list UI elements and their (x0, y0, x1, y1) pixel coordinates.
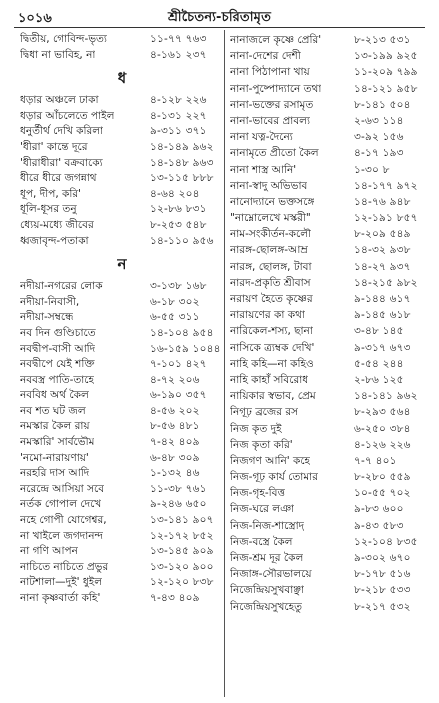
entry-reference: ৯-৪৩ ৫৮৩ (354, 519, 404, 532)
entry-term: নায়িকার স্বভাব, প্রেম (230, 390, 316, 403)
entry-reference: ১১-২০৯ ৭৯৯ (354, 66, 418, 79)
entry-term: নানা-স্বাদু অভিভাব (230, 179, 308, 192)
section-dha-entries (20, 93, 224, 249)
index-entry (230, 388, 430, 404)
index-entry (20, 310, 224, 326)
entry-reference: ১৩-১৯৯ ৯২৫ (354, 50, 418, 63)
entry-reference: ১৪-১৪৮ ৯৬৩ (150, 156, 214, 169)
entry-term: 'ধীরা' কান্তে দূরে (20, 140, 88, 153)
entry-term: নানা যত্ন-দৈন্যে (230, 131, 293, 144)
entry-reference: ৪-৬৪ ২০৪ (150, 187, 200, 200)
index-entry (20, 513, 224, 529)
index-entry (230, 291, 430, 307)
entry-term: নানা-ভাবের প্রাবল্য (230, 114, 311, 127)
entry-reference: ৪-৫৬ ২০২ (150, 404, 200, 417)
index-entry (20, 109, 224, 125)
index-entry (230, 437, 430, 453)
entry-term: নবদ্বীপ-বাসী আদি (20, 342, 96, 355)
index-entry (230, 97, 430, 113)
entry-reference: ৮-২১৭ ৫৩২ (354, 600, 411, 613)
index-entry (20, 544, 224, 560)
index-entry (20, 388, 224, 404)
entry-reference: ১৪-১১০ ৯৫৬ (150, 234, 214, 247)
entry-reference: ৮-২৮০ ৫৫৯ (354, 471, 411, 484)
index-entry (230, 64, 430, 80)
index-entry (230, 534, 430, 550)
index-entry (20, 357, 224, 373)
index-entry (20, 404, 224, 420)
index-entry (20, 234, 224, 250)
index-entry (230, 129, 430, 145)
index-entry (230, 307, 430, 323)
entry-reference: ১৬-১৫৯ ১০৪৪ (150, 342, 221, 355)
index-entry (20, 435, 224, 451)
entry-reference: ১৪-১০৪ ৯৫৪ (150, 326, 214, 339)
entry-reference: ১৪-৭৬ ৯৪৮ (354, 195, 411, 208)
entry-term: নব শত ঘট জল (20, 404, 86, 417)
entry-term: 'নমো-নারায়ণায়' (20, 451, 89, 464)
entry-reference: ৭-৪২ ৪০৯ (150, 436, 200, 449)
entry-reference: ৪-১৩১ ২২৭ (150, 109, 207, 122)
entry-term: নিজ-গূঢ় কার্য তোমার (230, 471, 319, 484)
index-entry (20, 560, 224, 576)
entry-term: নিজ-গৃহ-বিত্ত (230, 487, 285, 500)
index-entry (20, 48, 224, 64)
entry-reference: ৪-১৬১ ২৩৭ (150, 48, 207, 61)
entry-reference: ১০-৫৫ ৭০২ (354, 487, 411, 500)
entry-reference: ২-৮৬ ১২৫ (354, 373, 404, 386)
entry-reference: ৭-৪৩ ৪০৯ (150, 592, 200, 604)
entry-term: নারদ-প্রকৃতি শ্রীবাস (230, 276, 311, 289)
entry-reference: ৭-৭ ৪০১ (354, 454, 397, 467)
entry-term: নরহরি দাস আদি (20, 467, 90, 480)
index-entry (230, 485, 430, 501)
index-entry (20, 326, 224, 342)
index-entry (20, 419, 224, 435)
right-column-entries (230, 32, 430, 615)
index-entry (20, 279, 224, 295)
entry-reference: ৯-৩১১ ৩৭১ (150, 125, 207, 138)
index-entry (230, 178, 430, 194)
entry-term: নিজ-শ্রম দূর কৈল (230, 552, 304, 564)
index-entry (20, 482, 224, 498)
entry-reference: ৯-১৪৫ ৬১৮ (354, 309, 411, 322)
entry-term: নবদ্বীপে যেই শক্তি (20, 358, 95, 371)
entry-term: নিজেন্দ্রিয়সুখবাঞ্ছা (230, 584, 305, 597)
entry-term: নানা-পুষ্পোদ্যানে তথা (230, 82, 322, 95)
left-top-entries (20, 32, 224, 63)
entry-reference: ৮-২৫৩ ৫৪৮ (150, 218, 207, 231)
entry-reference: ১৩-১৪১ ৯০৭ (150, 514, 214, 527)
entry-reference: ১২-১০৪ ৮৩৫ (354, 535, 418, 548)
entry-reference: ১৪-১২১ ৯৫৮ (354, 82, 418, 95)
entry-term: ধনুর্তীর্থ দেখি করিলা (20, 125, 104, 138)
index-entry (230, 518, 430, 534)
index-entry (230, 226, 430, 242)
entry-term: দ্বিতীয়, গোবিন্দ-ভৃত্য (20, 33, 107, 45)
index-entry (230, 501, 430, 517)
entry-term: নানাজলে কৃষ্ণে প্রেরি' (230, 34, 322, 46)
index-entry (20, 591, 224, 607)
entry-reference: ৬-২৫০ ৩৮৪ (354, 422, 411, 435)
index-entry (20, 93, 224, 109)
index-entry (20, 171, 224, 187)
entry-reference: ৩-৯২ ১৫৬ (354, 131, 404, 144)
entry-term: নানা পিঠাপানা খায় (230, 66, 310, 79)
index-entry (230, 259, 430, 275)
entry-term: নানোদ্যানে ভক্তসঙ্গে (230, 195, 315, 208)
entry-term: নরেন্দ্রে আসিয়া সবে (20, 482, 105, 495)
index-entry (230, 599, 430, 615)
index-entry (20, 187, 224, 203)
entry-reference: ১২-১৯১ ৮৫৭ (354, 212, 418, 225)
entry-reference: ৩-৪৮ ১৪৫ (354, 325, 404, 338)
entry-reference: ৮-২১৮ ৫৩৩ (354, 584, 411, 597)
entry-reference: ১৩-১২০ ৯০০ (150, 560, 214, 573)
page-header (0, 0, 439, 30)
entry-reference: ১-৩০ ৮ (354, 163, 390, 176)
entry-term: নারিকেল-শস্য, ছানা (230, 325, 313, 338)
index-entry (230, 81, 430, 97)
entry-term: নদীয়া-নিবাসী, (20, 295, 80, 308)
entry-term: নর্তক গোপাল দেখে (20, 498, 102, 511)
section-letter-na: ন (117, 255, 127, 274)
index-entry (230, 32, 430, 48)
entry-reference: ৬-৫৫ ৩১১ (150, 311, 200, 324)
entry-term: নিজ-নিজ-শাস্ত্রোদ্ (230, 519, 305, 532)
entry-term: নারঙ্গ, ছোলঙ্গ, টাবা (230, 260, 312, 273)
entry-term: নিগূঢ় ব্রজের রস (230, 406, 299, 419)
entry-term: ধূলি-ধূসর তনু (20, 203, 77, 216)
index-entry (230, 582, 430, 598)
entry-reference: ৮-১৭৮ ৫১৬ (354, 568, 411, 581)
index-entry (20, 156, 224, 172)
entry-reference: ৮-৫৬ ৪৮১ (150, 420, 200, 433)
entry-reference: ১৩-১৪৫ ৯০৯ (150, 545, 214, 558)
section-letter-dha: ধ (117, 69, 127, 88)
entry-reference: ৩-১৩৮ ১৬৮ (150, 280, 207, 293)
entry-term: নানা-দেশের দেশী (230, 50, 301, 63)
entry-term: নিজ কৃতা করি' (230, 438, 293, 451)
entry-term: নিজ-ঘরে লঞা (230, 503, 295, 516)
index-entry (230, 566, 430, 582)
entry-term: নাহি কাহাঁ সবিরোধ (230, 373, 309, 386)
entry-reference: ৬-৪৮ ৩০৯ (150, 451, 200, 464)
entry-reference: ৯-১৪৪ ৬১৭ (354, 293, 411, 305)
entry-term: দ্বিধা না ভাবিহ, না (20, 48, 96, 61)
entry-reference: ১৪-৩২ ৯৩৮ (354, 244, 411, 257)
entry-reference: ৮-২০৯ ৫৪৯ (354, 228, 411, 241)
entry-reference: ১৪-২৭ ৯৩৭ (354, 260, 411, 273)
entry-term: নদীয়া-সম্বন্ধে (20, 311, 74, 324)
index-entry (20, 218, 224, 234)
entry-term: ধীরে ধীরে জগন্নাথ (20, 172, 97, 185)
entry-term: নানা-ভক্তের রসামৃত (230, 98, 314, 111)
entry-term: না গণি আপন (20, 545, 78, 558)
header-rule (14, 27, 425, 28)
entry-reference: ১২-১২০ ৮৩৮ (150, 576, 214, 589)
index-entry (20, 202, 224, 218)
index-entry (230, 404, 430, 420)
entry-term: ধূপ, দীপ, করি' (20, 187, 82, 200)
index-entry (230, 469, 430, 485)
entry-term: নববিধ অর্থ কৈল (20, 389, 89, 402)
entry-term: নরায়ণ হৈতে কৃষ্ণের (230, 293, 313, 305)
right-column (230, 32, 430, 615)
entry-term: "নাম্নোলেখে মস্করী" (230, 212, 311, 225)
entry-reference: ৪-৭২ ২০৬ (150, 373, 200, 386)
entry-reference: ৪-১৭ ১৯৩ (354, 147, 404, 160)
entry-term: নিজ-বস্ত্রে কৈল (230, 535, 293, 548)
index-entry (230, 356, 430, 372)
entry-reference: ৯-৩০২ ৬৭০ (354, 552, 411, 564)
entry-reference: ১৪-১৪১ ৯৬২ (354, 390, 418, 403)
index-entry (230, 453, 430, 469)
index-entry (230, 210, 430, 226)
entry-term: নাচিতে নাচিতে প্রভুর (20, 560, 109, 573)
entry-term: নিজ কৃত দুই (230, 422, 282, 435)
index-entry (20, 529, 224, 545)
entry-term: নববস্ত্র পাতি-তাহে (20, 373, 95, 386)
entry-reference: ৮-১৪১ ৫০৪ (354, 98, 411, 111)
entry-term: নমস্কার কৈল রায় (20, 420, 90, 433)
index-entry (230, 242, 430, 258)
entry-reference: ১৪-২১৫ ৯৮২ (354, 276, 418, 289)
index-entry (20, 466, 224, 482)
index-entry (230, 194, 430, 210)
entry-term: নানা শাস্ত্র আনি' (230, 163, 297, 176)
entry-term: নব দিন গুণ্ডিচাতে (20, 326, 96, 339)
entry-reference: ২-৬৩ ১১৪ (354, 114, 404, 127)
entry-term: নিজেন্দ্রিয়সুখহেতু (230, 600, 303, 613)
index-entry (230, 421, 430, 437)
entry-term: নদীয়া-নগরের লোক (20, 280, 103, 293)
entry-reference: ৪-১২৮ ২২৬ (150, 94, 207, 107)
index-entry (230, 145, 430, 161)
index-entry (20, 140, 224, 156)
entry-term: ধড়ার অঞ্চলে ঢাকা (20, 94, 99, 107)
column-divider (224, 30, 225, 697)
entry-reference: ১৪-১৭৭ ৯৭২ (354, 179, 418, 192)
entry-term: ধড়ার আঁচলেতে পাইল (20, 109, 115, 122)
entry-reference: ১৩-১১৫ ৮৮৮ (150, 172, 214, 185)
entry-term: নারায়ণের কা কথা (230, 309, 305, 322)
index-entry (20, 451, 224, 467)
index-entry (230, 372, 430, 388)
entry-term: নাটশালা—দুই' ধুইল (20, 576, 103, 589)
entry-reference: ১১-৭৭ ৭৬৩ (150, 33, 207, 45)
entry-term: নমস্কারি' সার্বভৌম (20, 436, 95, 449)
entry-reference: ৪-১২৬ ২২৬ (354, 438, 411, 451)
entry-reference: ৬-১৮ ৩০২ (150, 295, 200, 308)
index-entry (20, 124, 224, 140)
entry-term: 'ধীরাধীরা' বক্রবাক্যে (20, 156, 103, 169)
left-column (20, 32, 224, 607)
index-entry (20, 373, 224, 389)
entry-reference: ১২-৮৬ ৮৩১ (150, 203, 207, 216)
entry-reference: ১২-১৭২ ৮৫২ (150, 529, 214, 542)
index-entry (230, 323, 430, 339)
entry-reference: ৮-২৯৩ ৫৬৪ (354, 406, 411, 419)
index-entry (20, 295, 224, 311)
index-entry (230, 550, 430, 566)
entry-reference: ৬-১৯০ ৩৫৭ (150, 389, 207, 402)
entry-term: নানামৃতে প্রীতো কৈল (230, 147, 319, 160)
entry-term: নারঙ্গ-ছোলঙ্গ-আম্র (230, 244, 308, 257)
entry-reference: ১১-৩৮ ৭৬১ (150, 482, 207, 495)
entry-reference: ১৪-১৪৯ ৯৬২ (150, 140, 214, 153)
index-entry (230, 275, 430, 291)
entry-term: নহে গোপী যোগেশ্বর, (20, 514, 107, 527)
entry-term: ধ্বজাবৃন্দ-পতাকা (20, 234, 89, 247)
entry-reference: ৮-২১৩ ৫৩১ (354, 34, 411, 46)
index-entry (230, 48, 430, 64)
index-entry (20, 32, 224, 48)
entry-reference: ৯-২৪৬ ৬৫০ (150, 498, 207, 511)
page-number: ১০১৬ (18, 11, 52, 26)
entry-term: নানা কৃষ্ণবার্তা কহি' (20, 592, 101, 604)
index-entry (230, 162, 430, 178)
entry-reference: ১-১৩২ ৪৬ (150, 467, 200, 480)
entry-term: নিজাঙ্গ-সৌরভালয়ে (230, 568, 312, 581)
entry-term: নাসিকে ত্র্যম্বক দেখি' (230, 341, 315, 354)
index-entry (230, 113, 430, 129)
entry-term: নিজগণ আনি' কহে (230, 454, 311, 467)
index-entry (20, 575, 224, 591)
entry-reference: ৭-১০১ ৪২৭ (150, 358, 207, 371)
section-na-entries (20, 279, 224, 606)
entry-reference: ৯-৩১৭ ৬৭৩ (354, 341, 411, 354)
entry-term: ধ্যেয়-মধ্যে জীবের (20, 218, 94, 231)
entry-term: না খাইলে জগদানন্দ (20, 529, 103, 542)
index-entry (20, 342, 224, 358)
entry-term: নাহি কহি—না কহিও (230, 357, 314, 370)
entry-term: নাম-সংকীর্তন-কলৌ (230, 228, 312, 241)
entry-reference: ৫-৫৪ ২৪৪ (354, 357, 404, 370)
entry-reference: ৯-৮৩ ৬০০ (354, 503, 404, 516)
index-entry (20, 497, 224, 513)
book-title: শ্রীচৈতন্য-চরিতামৃত (167, 10, 272, 25)
index-entry (230, 340, 430, 356)
